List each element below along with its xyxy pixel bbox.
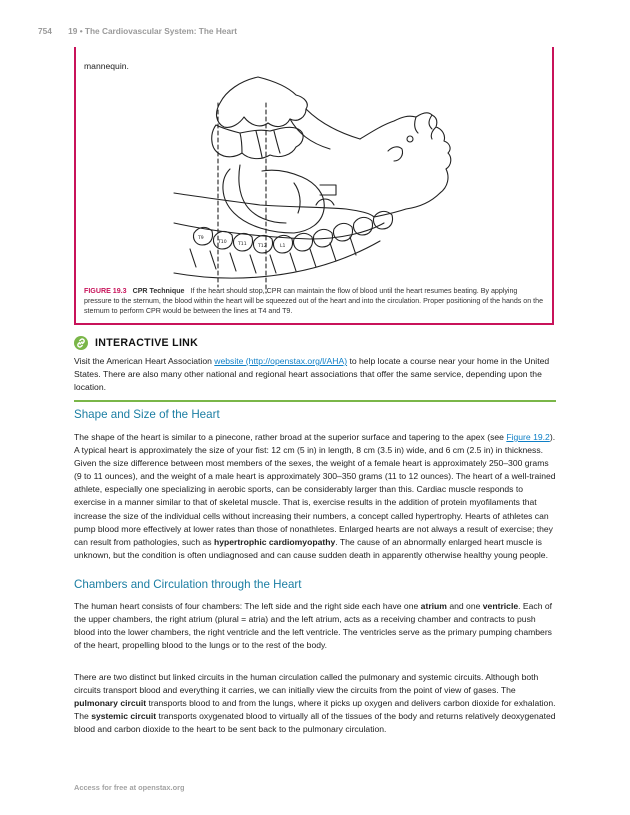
term-pulmonary-circuit: pulmonary circuit — [74, 698, 147, 709]
heading-chambers-and-circulation: Chambers and Circulation through the Heart — [74, 578, 302, 591]
circuits-text-a: There are two distinct but linked circuits in the human circulation called the pulmonary and systemic circuits. Although both circuits transport blood and everything it carries, we can initially view the circuits from the point of view of gases. The — [74, 672, 539, 696]
term-hypertrophic-cardiomyopathy: hypertrophic cardiomyopathy — [213, 536, 336, 547]
chambers-text-b: and one — [446, 601, 483, 611]
interactive-link-header — [74, 336, 198, 350]
section-divider — [74, 400, 556, 402]
interactive-link-title: INTERACTIVE LINK — [95, 337, 199, 349]
page-number: 754 — [38, 26, 52, 36]
circuits-text-b: transports blood to and from the lungs, where it picks up oxygen and delivers carbon dioxide for exhalation. The — [74, 698, 556, 722]
shape-size-paragraph — [74, 431, 556, 562]
chambers-paragraph — [74, 600, 556, 652]
term-atrium: atrium — [420, 601, 447, 611]
cpr-illustration — [170, 73, 460, 299]
figure-label: FIGURE 19.3 — [84, 287, 127, 295]
vertebra-label-t10: T10 — [218, 240, 227, 245]
chapter-title: 19 • The Cardiovascular System: The Heart — [68, 26, 238, 36]
chambers-text-a: The human heart consists of four chambers: The left side and the right side each have one — [74, 601, 421, 611]
hand-lower — [212, 125, 303, 159]
figure-title: CPR Technique — [132, 287, 185, 295]
aha-website-link[interactable]: website (http://openstax.org/l/AHA) — [214, 356, 348, 366]
link-icon — [74, 336, 88, 350]
figure-lead-text: mannequin. — [84, 61, 129, 71]
link-text-after: to help locate a course near your home in the United States. There are also many other national and regional heart associations that offer the same service, depending upon the location. — [74, 356, 550, 393]
term-ventricle: ventricle — [482, 601, 519, 611]
vertebra-label-l1: L1 — [280, 244, 286, 249]
vertebra-label-t12: T12 — [258, 244, 267, 249]
running-header — [38, 26, 237, 36]
hand-upper — [217, 77, 308, 127]
link-text-before: Visit the American Heart Association — [74, 356, 215, 366]
shape-text-b: ). A typical heart is approximately the size of your fist: 12 cm (5 in) in length, 8 cm (3.5 in) wide, and 6 cm (2.5 in) in thickness. Given the size difference between most members of the sexes, the weight of a female heart is approximately 250–300 grams (9 to 11 ounces), and the weight of a male heart is approximately 300–350 grams (11 to 12 ounces). The heart of a well-trained athlete, especially one specializing in aerobic sports, can be considerably larger than this. Cardiac muscle responds to exercise in a manner similar to that of skeletal muscle. That is, exercise results in the addition of protein myofilaments that increase the size of the individual cells without increasing their numbers, a concept called hypertrophy. Hearts of athletes can pump blood more effectively at lower rates than those of nonathletes. Enlarged hearts are not always a result of exercise; they can result from pathologies, such as — [74, 432, 556, 547]
circuits-text-c: transports oxygenated blood to virtually all of the tissues of the body and returns relatively deoxygenated blood and carbon dioxide to the heart to be sent back to the pulmonary circulation. — [74, 711, 556, 735]
shape-text-a: The shape of the heart is similar to a pinecone, rather broad at the superior surface and tapering to the apex (see — [74, 432, 507, 442]
term-systemic-circuit: systemic circuit — [91, 711, 157, 722]
vertebra-label-t9: T9 — [198, 236, 204, 241]
chambers-text-c: . Each of the upper chambers, the right atrium (plural = atria) and the left atrium, acts as a receiving chamber and contracts to push blood into the lower chambers, the right ventricle and the left ventricle. The ventricles serve as the primary pumping chambers of the heart, propelling blood to the lungs or to the rest of the body. — [74, 601, 553, 651]
figure-box — [74, 47, 554, 325]
vertebra-label-t11: T11 — [238, 242, 247, 247]
circuits-paragraph — [74, 671, 556, 736]
heading-shape-and-size: Shape and Size of the Heart — [74, 408, 220, 421]
heart-outline — [223, 169, 324, 233]
figure-caption — [84, 286, 546, 317]
body-outline — [174, 193, 374, 217]
figure-19-2-link[interactable]: Figure 19.2 — [506, 432, 550, 442]
head-outline — [360, 113, 451, 217]
shape-text-c: . The cause of an abnormally enlarged heart muscle is unknown, but the condition is often undiagnosed and can cause sudden death in apparently otherwise healthy young people. — [74, 536, 548, 560]
figure-caption-text: If the heart should stop, CPR can maintain the flow of blood until the heart resumes beating. By applying pressure to the sternum, the blood within the heart will be squeezed out of the heart and into the circulation. Proper positioning of the hands on the sternum to perform CPR would be between the lines at T4 and T9. — [84, 287, 544, 316]
page-footer: Access for free at openstax.org — [74, 783, 185, 792]
interactive-link-paragraph — [74, 355, 556, 394]
